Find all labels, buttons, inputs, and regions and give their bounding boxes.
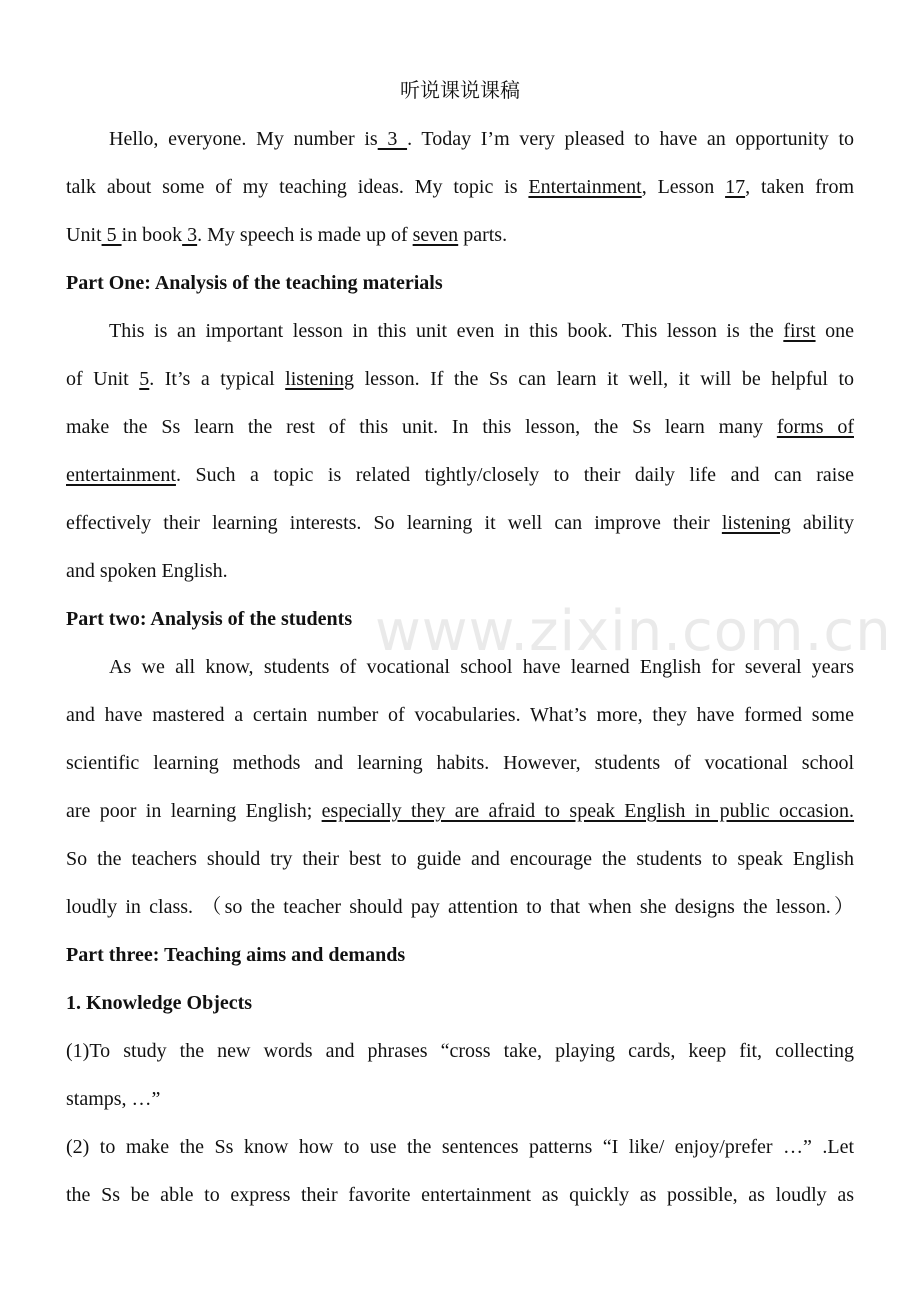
intro-line-2	[66, 174, 854, 200]
topic: Entertainment	[528, 176, 642, 198]
parts-count: seven	[412, 224, 459, 246]
text: parts.	[458, 224, 508, 246]
part-one-line-1	[109, 318, 854, 344]
watermark: www.zixin.com.cn	[375, 599, 892, 664]
text: . Such a topic is related tightly/closely to their daily life and can raise	[175, 464, 854, 486]
knowledge-objects-heading: 1. Knowledge Objects	[66, 992, 253, 1014]
text: one	[815, 320, 854, 342]
lesson-number: 17	[725, 176, 746, 198]
book-number: 3	[182, 224, 198, 246]
underlined-listening-2: listening	[721, 512, 791, 534]
text: . It’s a typical	[149, 368, 286, 390]
part-two-line-2: and have mastered a certain number of vocabularies. What’s more, they have formed some	[66, 704, 854, 726]
text: make the Ss learn the rest of this unit. In this lesson, the Ss learn many	[66, 416, 777, 438]
text: effectively their learning interests. So learning it well can improve their	[66, 512, 722, 534]
underlined-listening: listening	[285, 368, 355, 390]
text: Hello, everyone. My number is	[109, 128, 378, 150]
text: This is an important lesson in this unit even in this book. This lesson is the	[109, 320, 784, 342]
text: in book	[121, 224, 183, 246]
part-three-heading: Part three: Teaching aims and demands	[66, 944, 406, 966]
item-1-line-2: stamps, …”	[66, 1088, 161, 1110]
part-two-line-6: loudly in class. （so the teacher should pay attention to that when she designs the lesson.）	[66, 896, 854, 918]
text: . My speech is made up of	[197, 224, 413, 246]
underlined-entertainment: entertainment	[66, 464, 176, 486]
part-one-line-6: and spoken English.	[66, 560, 228, 582]
document-title: 听说课说课稿	[400, 80, 520, 102]
underlined-forms: forms of	[776, 416, 854, 438]
part-two-line-3: scientific learning methods and learning habits. However, students of vocational school	[66, 752, 854, 774]
part-two-line-5: So the teachers should try their best to guide and encourage the students to speak English	[66, 848, 854, 870]
intro-line-3	[66, 222, 854, 248]
text: lesson. If the Ss can learn it well, it will be helpful to	[354, 368, 854, 390]
text: ability	[790, 512, 855, 534]
item-2-line-2: the Ss be able to express their favorite entertainment as quickly as possible, as loudly as	[66, 1184, 854, 1206]
text: , Lesson	[641, 176, 726, 198]
underlined-sentence: especially they are afraid to speak English in public occasion.	[321, 800, 855, 822]
text: . Today I’m very pleased to have an opportunity to	[407, 128, 855, 150]
part-two-heading: Part two: Analysis of the students	[66, 608, 353, 630]
text: Unit	[66, 224, 102, 246]
part-one-line-3	[66, 414, 854, 440]
text: talk about some of my teaching ideas. My topic is	[66, 176, 529, 198]
unit-number: 5	[101, 224, 122, 246]
item-1-line-1: (1)To study the new words and phrases “cross take, playing cards, keep fit, collecting	[66, 1040, 854, 1062]
part-two-line-1: As we all know, students of vocational school have learned English for several years	[109, 656, 854, 678]
text: are poor in learning English;	[66, 800, 322, 822]
part-two-line-4	[66, 798, 854, 824]
text: , taken from	[745, 176, 854, 198]
text: of Unit	[66, 368, 140, 390]
underlined-first: first	[783, 320, 816, 342]
speaker-number: 3	[377, 128, 408, 150]
part-one-line-4	[66, 462, 854, 488]
intro-line-1	[109, 126, 854, 152]
part-one-heading: Part One: Analysis of the teaching materials	[66, 272, 443, 294]
item-2-line-1: (2) to make the Ss know how to use the sentences patterns “I like/ enjoy/prefer …” .Let	[66, 1136, 854, 1158]
part-one-line-5	[66, 510, 854, 536]
underlined-unit: 5	[139, 368, 150, 390]
part-one-line-2	[66, 366, 854, 392]
